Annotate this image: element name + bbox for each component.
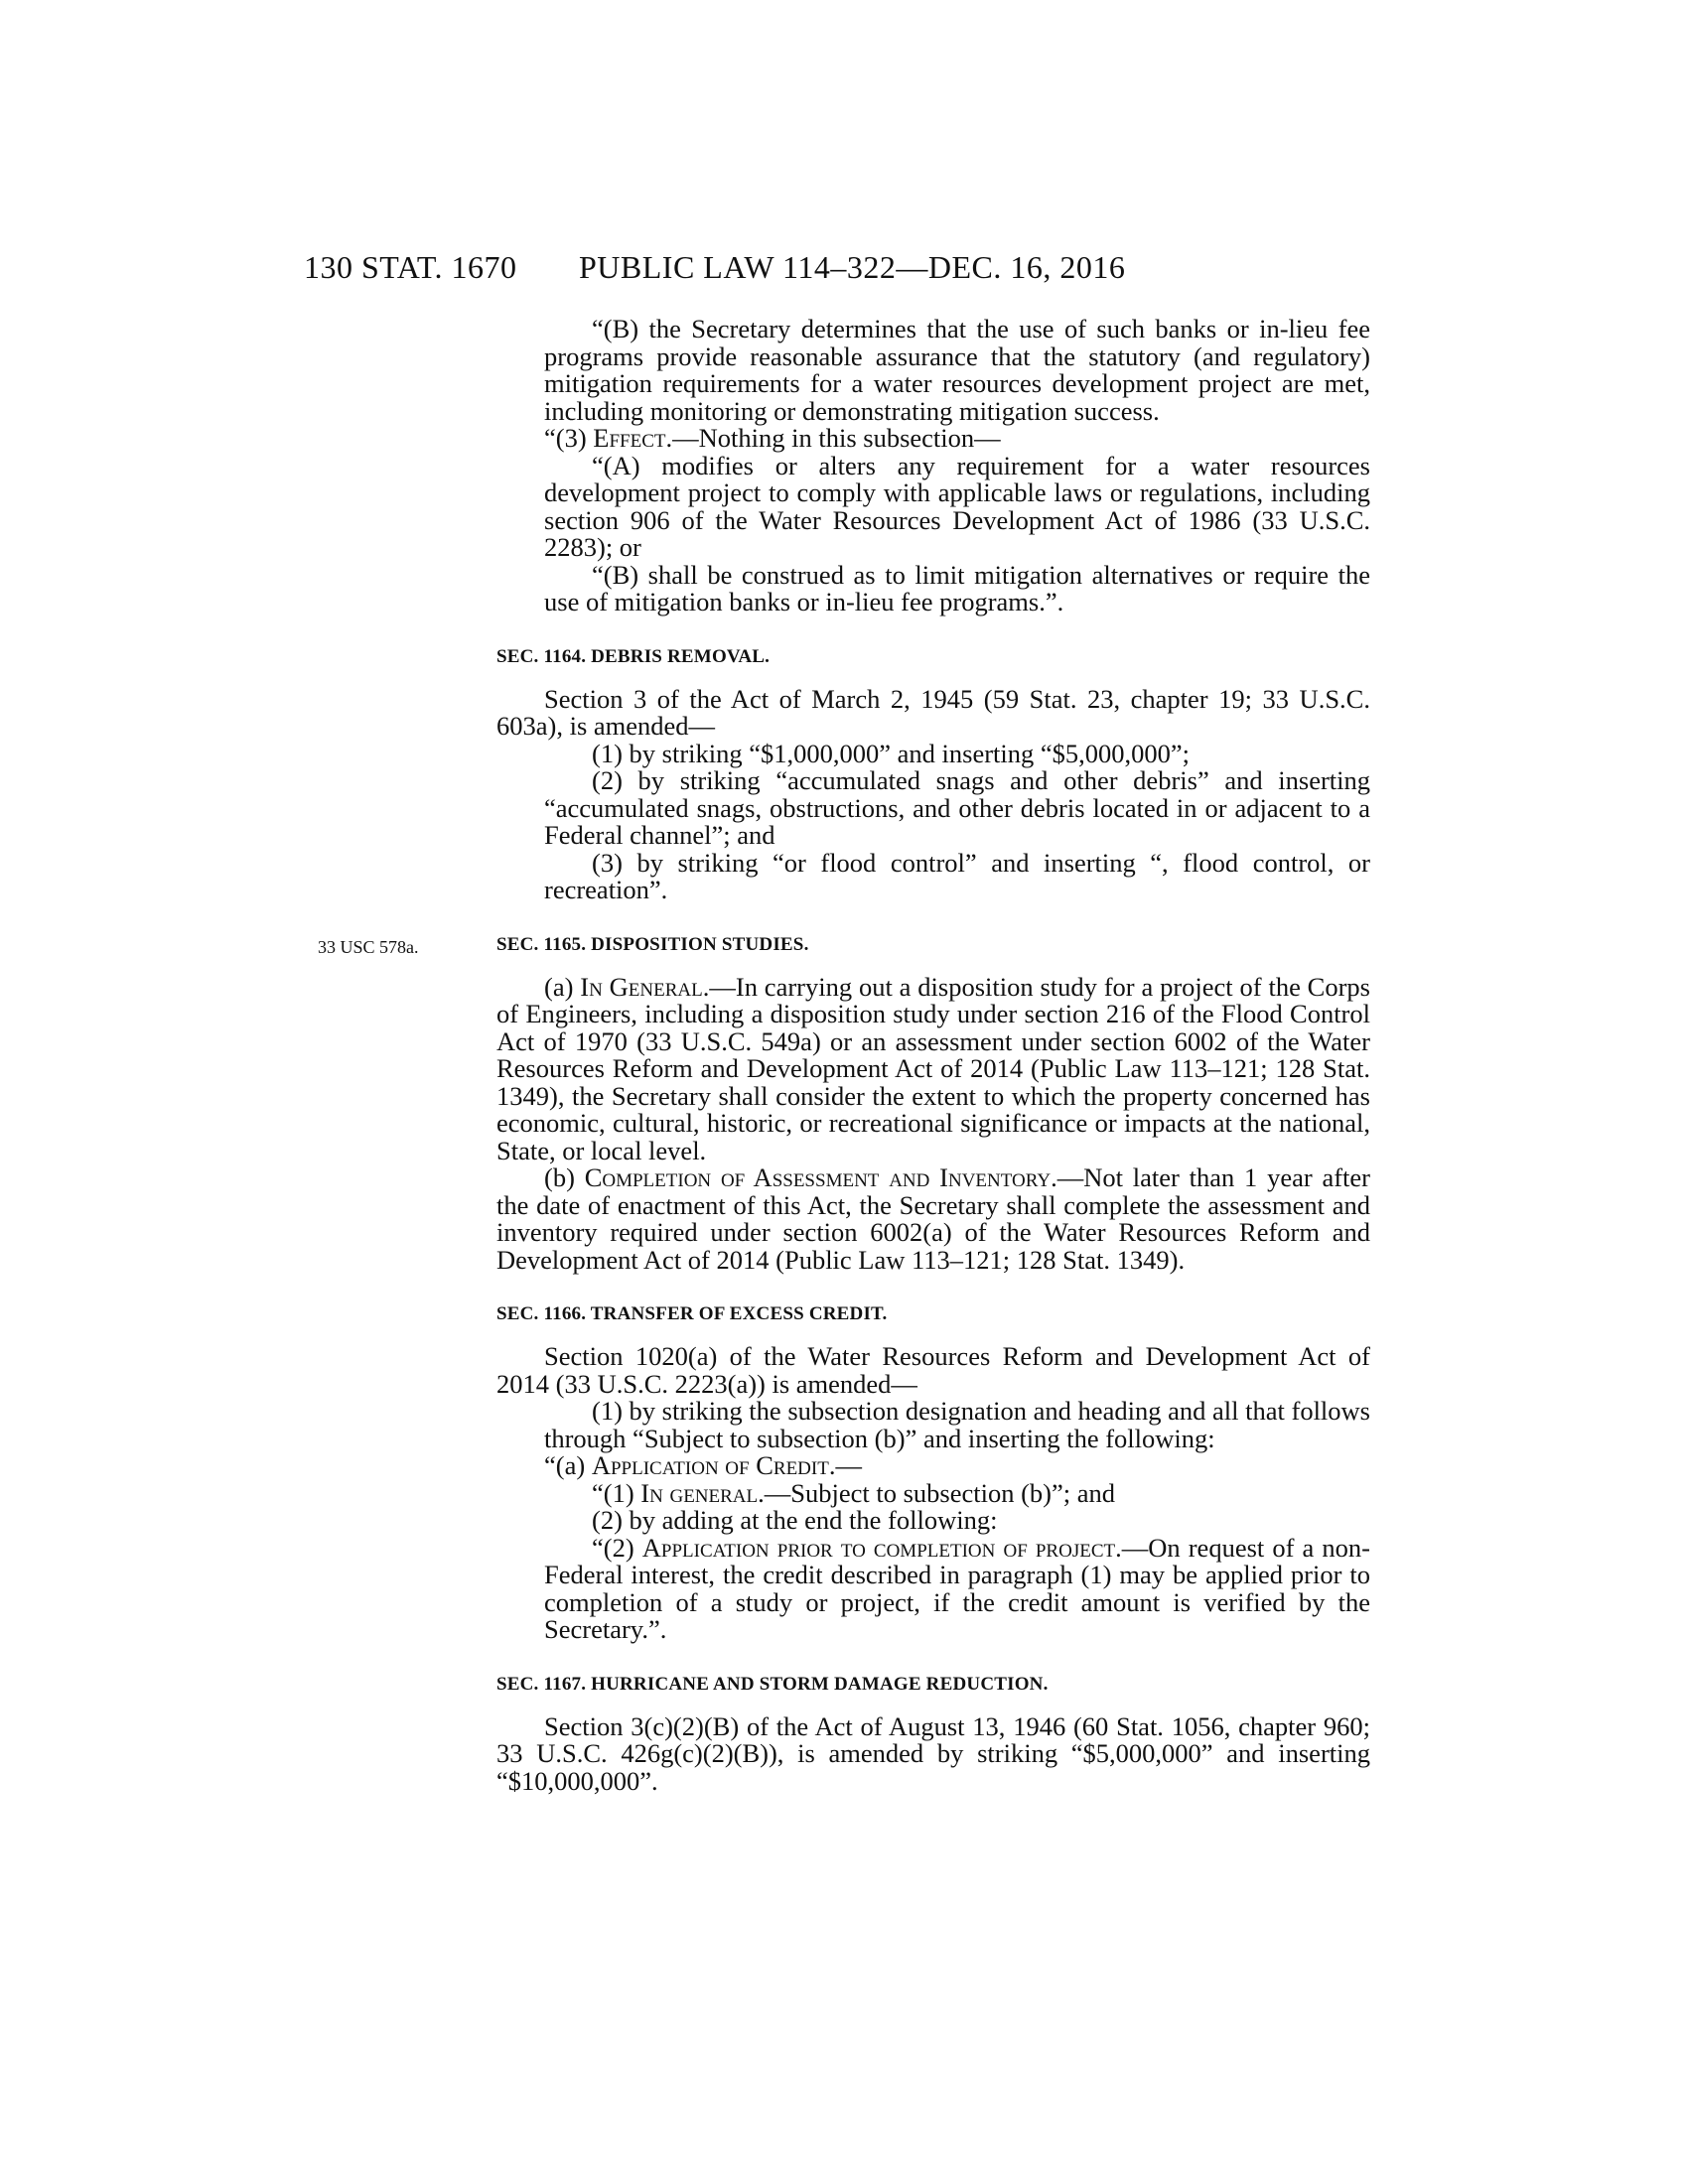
paragraph: “(A) modifies or alters any requirement for a water resources development project to comply with applicable laws or regulations, including section 906 of the Water Resources Development Act of 1986 (33 U.S.C. 2283); or	[544, 450, 1370, 562]
margin-citation: 33 USC 578a.	[318, 936, 419, 957]
paragraph: (3) by striking “or flood control” and inserting “, flood control, or recreation”.	[544, 847, 1370, 904]
paragraph: (b) Completion of Assessment and Inventory.—Not later than 1 year after the date of enactment of this Act, the Secretary shall complete the assessment and inventory required under section 6002(a) of the Water Resources Reform and Development Act of 2014 (Public Law 113–121; 128 Stat. 1349).	[496, 1162, 1370, 1275]
section-heading-1165: 33 USC 578a. SEC. 1165. DISPOSITION STUDIES.	[318, 933, 809, 957]
section-heading-1166: SEC. 1166. TRANSFER OF EXCESS CREDIT.	[496, 1303, 888, 1324]
paragraph: (1) by striking “$1,000,000” and inserting “$5,000,000”;	[592, 738, 1191, 768]
paragraph: (2) by adding at the end the following:	[592, 1505, 998, 1535]
paragraph: “(2) Application prior to completion of project.—On request of a non-Federal interest, the credit described in paragraph (1) may be applied prior to completion of a study or project, if the credit amount is verified by the Secretary.”.	[544, 1532, 1370, 1644]
paragraph: “(a) Application of Credit.—	[544, 1450, 862, 1480]
paragraph: (2) by striking “accumulated snags and other debris” and inserting “accumulated snags, obstructions, and other debris located in or adjacent to a Federal channel”; and	[544, 765, 1370, 850]
paragraph: “(B) the Secretary determines that the use of such banks or in-lieu fee programs provide reasonable assurance that the statutory (and regulatory) mitigation requirements for a water resources development project are met, including monitoring or demonstrating mitigation success.	[544, 314, 1370, 426]
document-body	[318, 314, 1370, 1796]
paragraph: “(3) Effect.—Nothing in this subsection—	[544, 423, 1001, 453]
paragraph: Section 3 of the Act of March 2, 1945 (59 Stat. 23, chapter 19; 33 U.S.C. 603a), is amended—	[496, 683, 1370, 741]
run-in-heading: In general.	[640, 1477, 765, 1508]
run-in-heading: Application prior to completion of project.	[641, 1532, 1122, 1563]
run-in-heading: “(3) Effect.	[544, 423, 673, 453]
paragraph: Section 1020(a) of the Water Resources Reform and Development Act of 2014 (33 U.S.C. 2223(a)) is amended—	[496, 1341, 1370, 1399]
paragraph: (a) In General.—In carrying out a disposition study for a project of the Corps of Engineers, including a disposition study under section 216 of the Flood Control Act of 1970 (33 U.S.C. 549a) or an assessment under section 6002 of the Water Resources Reform and Development Act of 2014 (Public Law 113–121; 128 Stat. 1349), the Secretary shall consider the extent to which the property concerned has economic, cultural, historic, or recreational significance or impacts at the national, State, or local level.	[496, 971, 1370, 1165]
stat-page-number: 130 STAT. 1670	[304, 249, 517, 285]
section-heading-1164: SEC. 1164. DEBRIS REMOVAL.	[496, 645, 771, 667]
section-heading-1167: SEC. 1167. HURRICANE AND STORM DAMAGE REDUCTION.	[496, 1673, 1049, 1695]
run-in-heading: Completion of Assessment and Inventory.	[584, 1162, 1057, 1192]
running-header: PUBLIC LAW 114–322—DEC. 16, 2016	[579, 249, 1126, 285]
paragraph: “(B) shall be construed as to limit mitigation alternatives or require the use of mitigation banks or in-lieu fee programs.”.	[544, 559, 1370, 616]
run-in-heading: In General.	[580, 971, 710, 1002]
paragraph: Section 3(c)(2)(B) of the Act of August 13, 1946 (60 Stat. 1056, chapter 960; 33 U.S.C. 426g(c)(2)(B)), is amended by striking “$5,000,000” and inserting “$10,000,000”.	[496, 1710, 1370, 1796]
paragraph: (1) by striking the subsection designation and heading and all that follows through “Subject to subsection (b)” and inserting the following:	[544, 1396, 1370, 1453]
run-in-heading: Application of Credit.	[591, 1450, 836, 1480]
paragraph: “(1) In general.—Subject to subsection (b)”; and	[592, 1477, 1116, 1508]
